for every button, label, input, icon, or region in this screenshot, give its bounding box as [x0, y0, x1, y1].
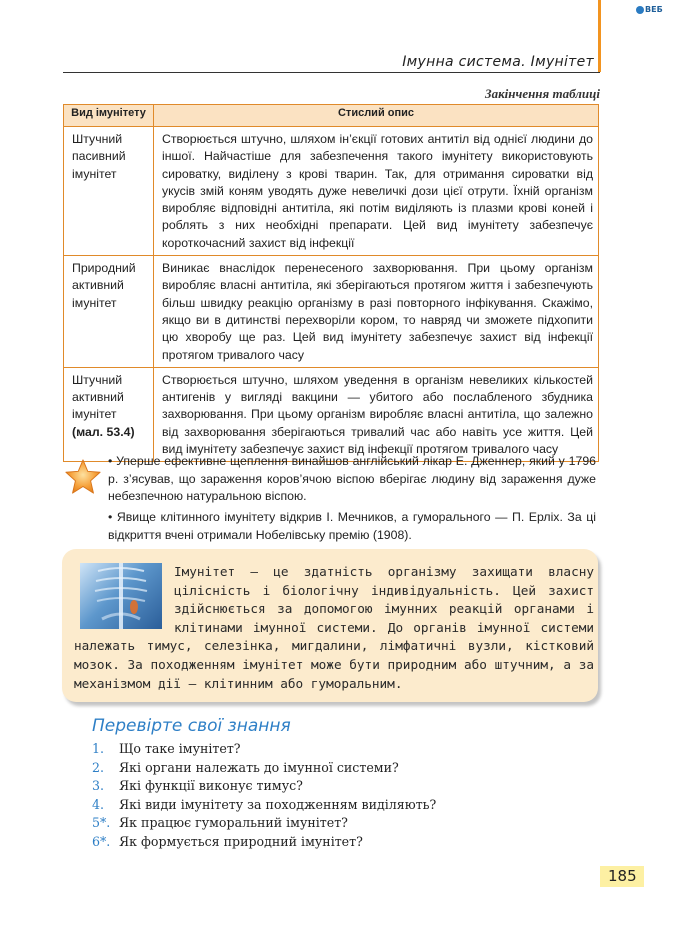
table-row [64, 256, 599, 368]
header-divider [63, 72, 600, 73]
question-text: Які види імунітету за походженням виділяють? [119, 796, 437, 812]
question-text: Як формується природний імунітет? [119, 833, 363, 849]
review-questions-list [92, 740, 552, 852]
immunity-description-cell: Виникає внаслідок перенесеного захворювання. При цьому організм виробляє власні антитіла, які зберігаються протягом життя і забезпечують більш швидку реакцію організму в разі повторного інфікування. Скажімо, якщо ви в дитинстві перехворіли кором, то навряд чи зможете підхопити цю хворобу ще раз. Цей вид імунітету забезпечує захист від інфекції протягом тривалого часу [154, 256, 599, 368]
question-text: Що таке імунітет? [119, 741, 241, 756]
list-item [92, 777, 552, 796]
question-number: 6*. [92, 833, 111, 849]
question-number: 2. [92, 759, 105, 775]
question-number: 5*. [92, 815, 111, 831]
anatomy-illustration [80, 563, 162, 629]
table-continuation-label: Закінчення таблиці [484, 86, 600, 101]
immunity-type-cell: Штучний пасивний імунітет [64, 127, 154, 256]
immunity-description-cell: Створюється штучно, шляхом уведення в організм невеликих кількостей антигенів у вигляді вакцини — убитого або послабленого збудника захворювання. При цьому організм виробляє власні антитіла, що залежно від захворювання зберігаються тривалий час або навіть усе життя. Цей вид імунітету забезпечує захист від інфекції протягом тривалого часу [154, 367, 599, 461]
publisher-logo [636, 5, 663, 14]
figure-reference: (мал. 53.4) [72, 424, 135, 439]
question-number: 3. [92, 778, 105, 794]
table-row [64, 367, 599, 461]
list-item [92, 796, 552, 815]
star-icon [64, 458, 102, 496]
immunity-type-cell [64, 367, 154, 461]
question-number: 4. [92, 796, 105, 812]
question-text: Як працює гуморальний імунітет? [119, 815, 348, 831]
fact-note-nobel: • Явище клітинного імунітету відкрив І. Мечников, а гуморального — П. Ерліх. За ці відкриття вчені отримали Нобелівську премію (1908). [108, 510, 596, 542]
question-number: 1. [92, 741, 105, 756]
column-header-type: Вид імунітету [64, 105, 154, 127]
list-item [92, 833, 552, 852]
immunity-types-table [63, 104, 599, 462]
immunity-type-cell: Природний активний імунітет [64, 256, 154, 368]
question-text: Які органи належать до імунної системи? [119, 759, 399, 775]
list-item [92, 814, 552, 833]
accent-bar [598, 0, 601, 72]
question-text: Які функції виконує тимус? [119, 778, 303, 794]
logo-text: ВЕБ [645, 5, 663, 14]
immunity-description-cell: Створюється штучно, шляхом ін’єкції готових антитіл від однієї людини до іншої. Найчастіше для забезпечення такого імунітету використовують сироватку, виділену з крові тварин. Так, для отримання сироватки від укусів змій коням уводять дуже невеличкі дози цієї отрути. Їхній організм виробляє відповідні антитіла, які потім виділяють із плазми крові коней і роблять з них необхідні препарати. Цей вид імунітету забезпечує короткочасний захист від інфекції [154, 127, 599, 256]
immunity-type-label: Штучний активний імунітет [72, 372, 124, 422]
table-header-row [64, 105, 599, 127]
logo-icon [636, 6, 644, 14]
skeleton-icon [80, 563, 162, 629]
table-row [64, 127, 599, 256]
summary-box [62, 549, 598, 702]
list-item [92, 759, 552, 778]
page-number: 185 [608, 867, 637, 885]
column-header-description: Стислий опис [154, 105, 599, 127]
fact-note-jenner: • Уперше ефективне щеплення винайшов англійський лікар Е. Дженнер, який у 1796 р. з’ясував, що зараження коров’ячою віспою вберігає людину від зараження дуже небезпечною натуральною віспою. [108, 454, 596, 503]
chapter-title: Імунна система. Імунітет [402, 54, 594, 70]
summary-text: Імунітет — це здатність організму захищати власну цілісність і біологічну індивідуальність. Цей захист здійснюється за допомогою імунних реакцій органами і клітинами імунної системи. До органів імунної системи належать тимус, селезінка, мигдалини, лімфатичні вузли, кістковий мозок. За походженням імунітет може бути природним або штучним, а за механізмом дії — клітинним або гуморальним. [74, 564, 594, 691]
check-knowledge-title: Перевірте свої знання [92, 716, 291, 736]
list-item [92, 740, 552, 759]
